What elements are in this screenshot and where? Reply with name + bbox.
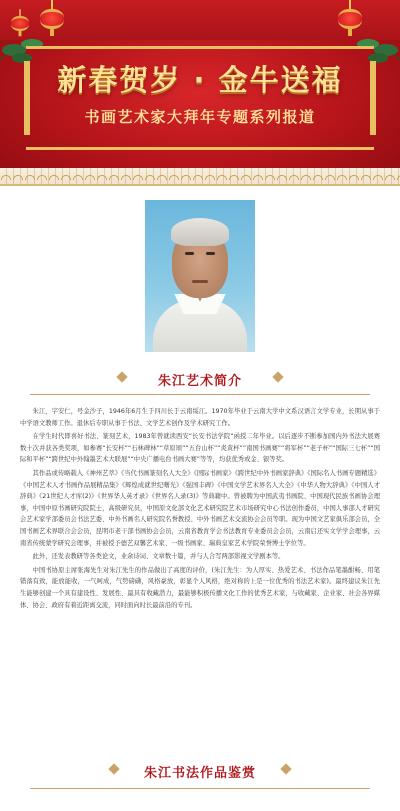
intro-section-heading — [0, 370, 400, 410]
divider-line — [30, 788, 370, 789]
lantern-icon — [40, 0, 64, 34]
intro-heading-text: 朱江艺术简介 — [150, 370, 250, 389]
diamond-ornament-icon — [116, 371, 127, 382]
bio-paragraph: 在学生时代即喜好书法、篆刻艺术，1983年曾就读西安“长安书法学院”函授二年毕业。以后逐步不断参加国内外书法大展赛数十次并获各类奖项，如参赛“长安杯”“石林碑林”“草原颂”“五台山杯”“炎黄杯”“南国书画赛”“将军杯”“老子杯”“国际三七杯”“国际和平杯”“跨世纪中外翰墨艺术大联展”“中央广播电台书画大赛”等等，均获优秀或金、银等奖。 — [20, 433, 380, 464]
diamond-ornament-icon — [108, 763, 119, 774]
diamond-ornament-icon — [280, 763, 291, 774]
bio-paragraph: 其作品或传略载入《神州艺萃》《当代书画篆刻名人大全》《国际书画家》《跨世纪中外书画家辞典》《国际名人书画专题精选》《中国艺术人才书画作品展精品集》《辉煌成就世纪曙光》《强国丰碑》《中国文学艺术界名人大全》《中华人物大辞典》《中国人才辞典》《21世纪人才库(2)》《世界华人英才录》《世界名人录(3)》等典籍中。曾被聘为中国武夷书画院、中国现代民族书画协会理事，中国中原书画研究院院士，高级研究员，中国原文化部文化艺术研究院艺术市场研究中心书法创作委员，中国人事部人才研究会艺术家学部委员会书法艺委、中外书画名人研究院名誉教授、中外书画艺术交流协会会员等职。现为中国文艺家俱乐部会员，全国书画艺术界联合会会员，昆明市老干部书画协会会员，云南省教育学会书法教育专业委员会会员，云南启还实文学学会理事，云南省传统蒙学研究会理事，并被授予德艺双馨艺术家、一级书画家、瑞典皇家艺术学院荣誉博士学位等。 — [20, 469, 380, 547]
biography-text — [20, 406, 380, 613]
artist-portrait — [145, 200, 255, 352]
works-section-heading — [0, 762, 400, 802]
header-banner — [0, 0, 400, 168]
bio-paragraph: 中国书协原主席张海先生对朱江先生的作品做出了高度的评价，(朱江先生：为人厚实、热爱艺术、书法作品笔墨酣畅、用笔错落有致，能放能收，一气呵成，气势磅礴，风格豪放，彰显个人风格，绝对称的上是一位优秀的书法艺术家)。最终建议朱江先生能够创建一个具有建设性、发展性、最具有收藏潜力，最能够积极传播文化工作的优秀艺术家，与收藏家、企业家、社会各界媒体、协会、政府有着近距离交流，同时面向时长最前沿的专刊。 — [20, 566, 380, 609]
bio-paragraph: 朱江，字安仁，号金沙子，1946年6月生于四川长于云南绥江。1970年毕业于云南大学中文系汉语言文学专业，长期从事于中学语文教师工作。退休后专职从事于书法、文学艺术创作及学术研究工作。 — [20, 408, 380, 427]
decorative-wave-strip — [0, 168, 400, 186]
divider-line — [30, 394, 370, 395]
bio-paragraph: 此外，还发表教研等各类论文，业余诗词、文章数十篇，并与人合写两部影视文学剧本等。 — [32, 553, 285, 561]
banner-subtitle: 书画艺术家大拜年专题系列报道 — [84, 108, 316, 126]
banner-title: 新春贺岁 · 金牛送福 — [57, 63, 343, 97]
lantern-icon — [338, 0, 362, 34]
diamond-ornament-icon — [272, 371, 283, 382]
works-heading-text: 朱江书法作品鉴赏 — [136, 762, 264, 781]
